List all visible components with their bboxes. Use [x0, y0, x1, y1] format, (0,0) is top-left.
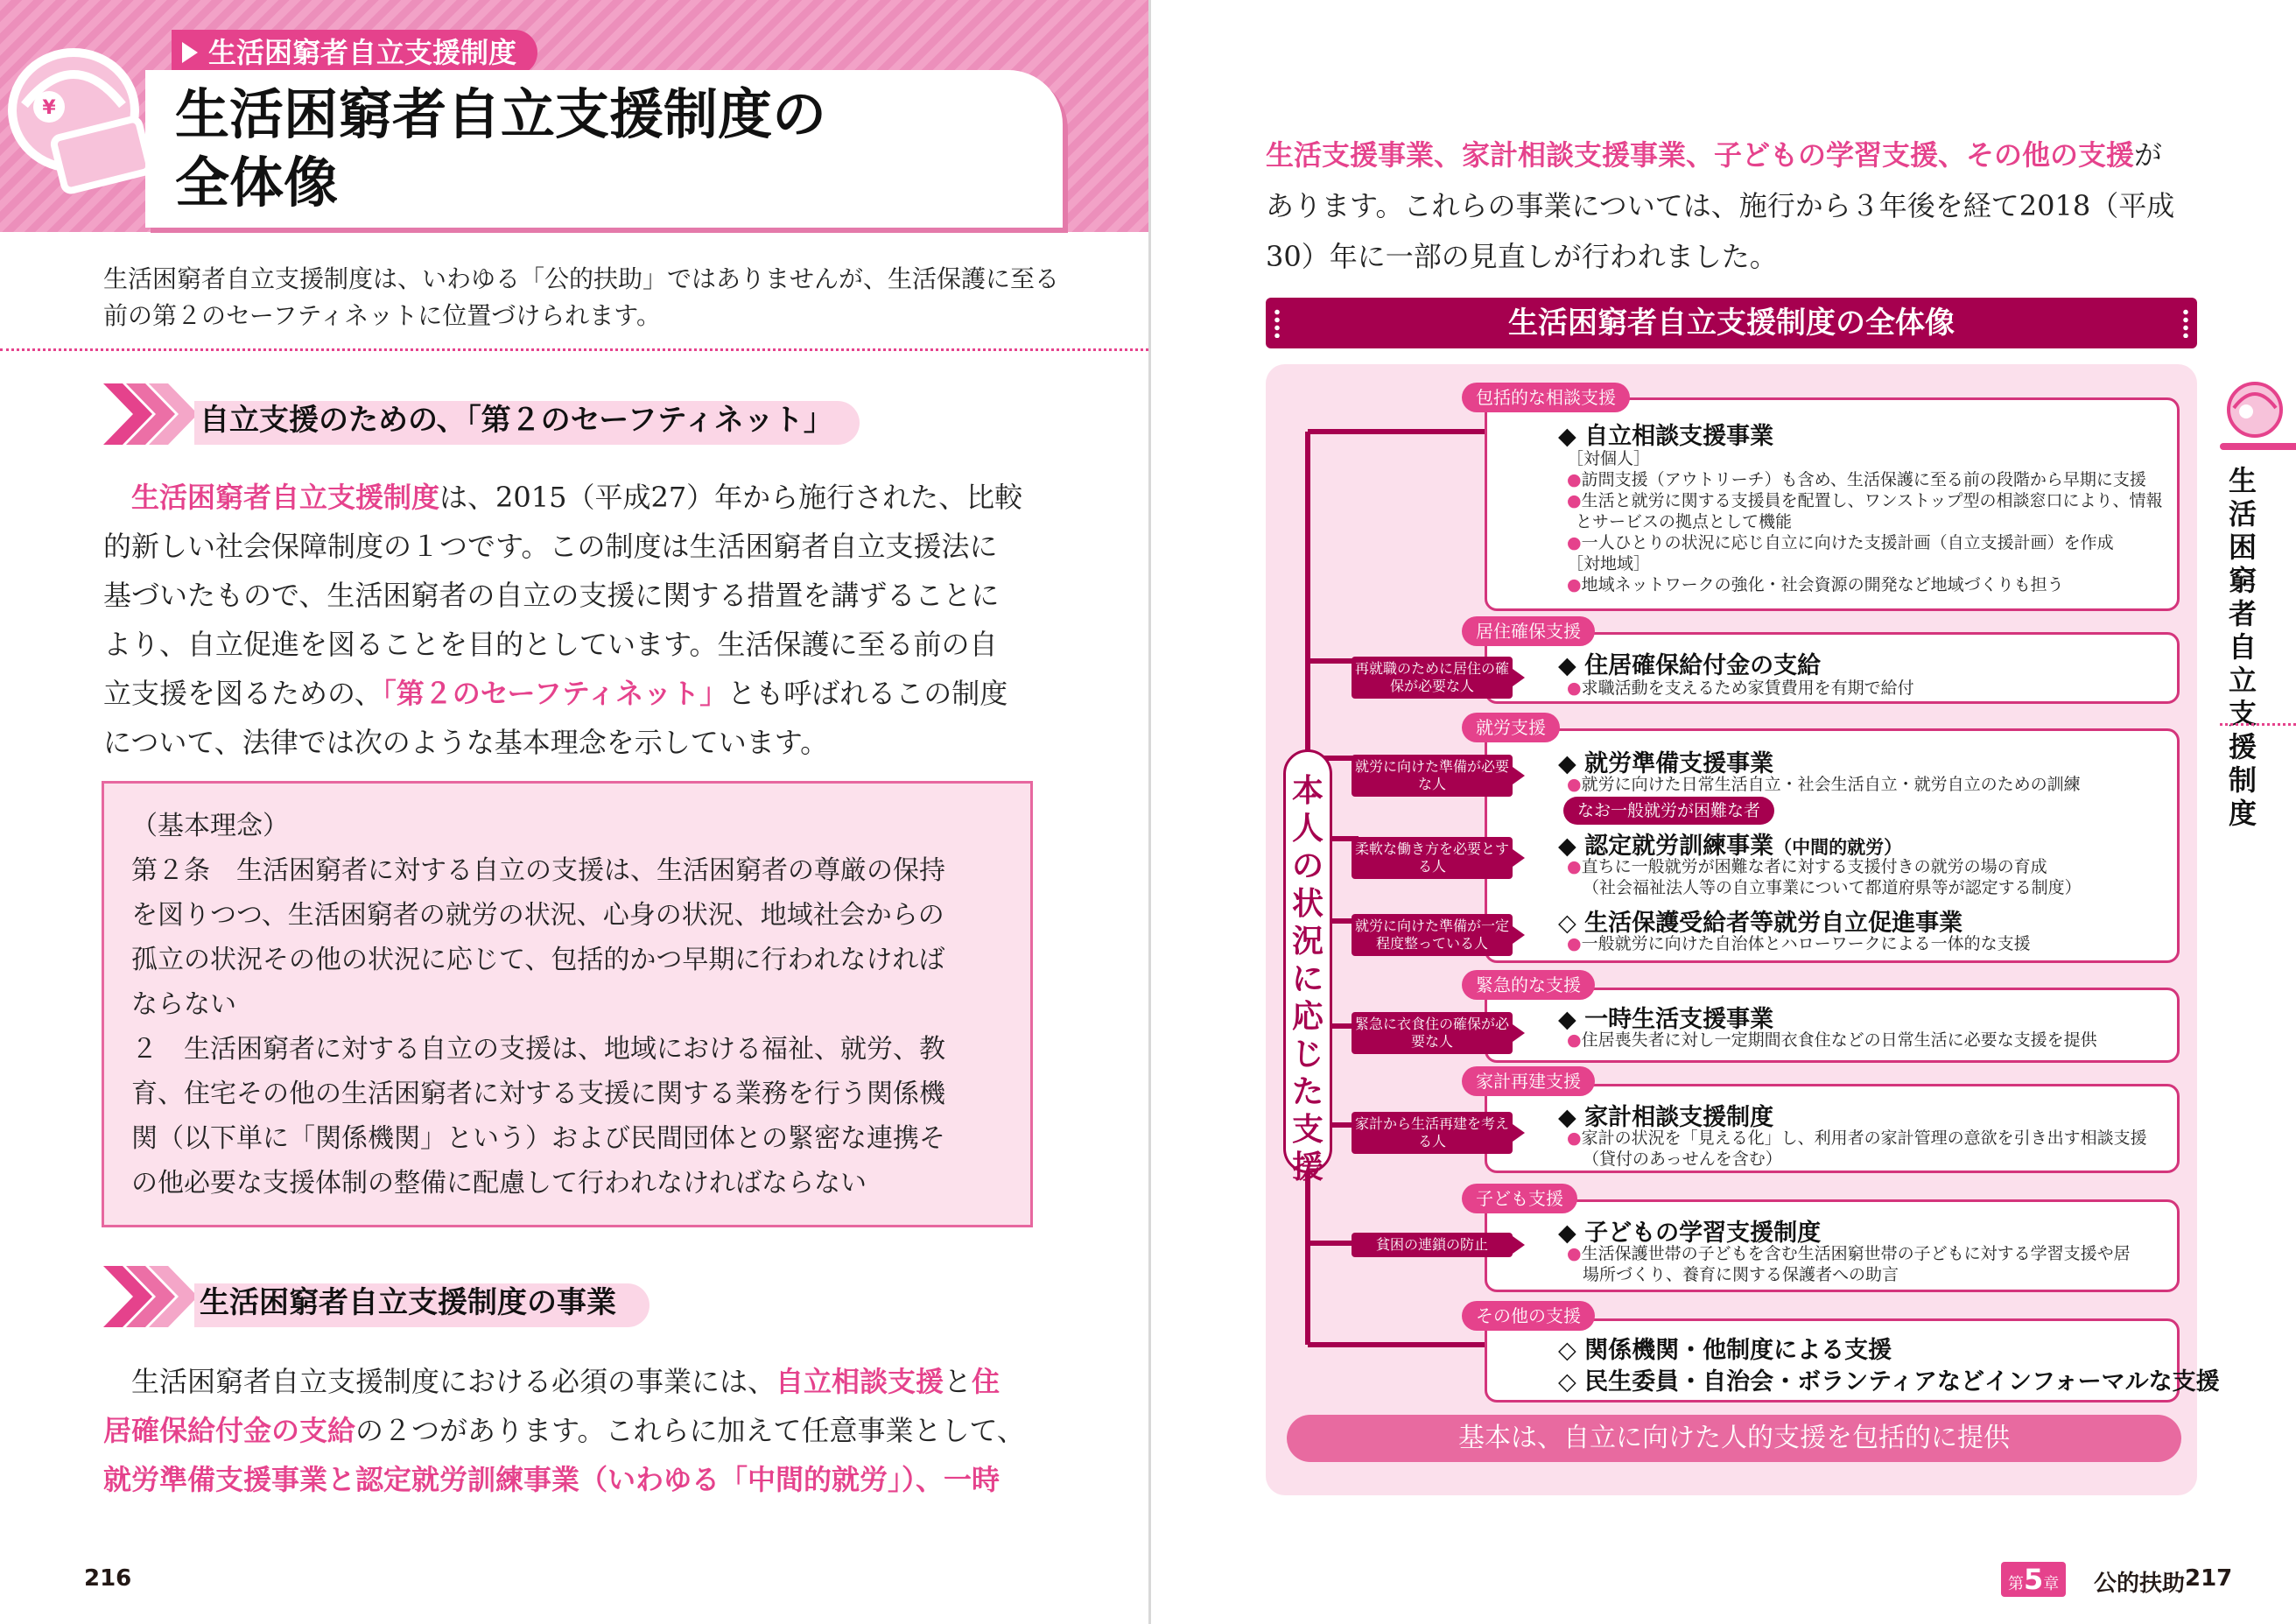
chapter-name: 公的扶助 — [2094, 1571, 2186, 1597]
arrow-right-icon — [1513, 926, 1525, 944]
service-name: ◆ 住居確保給付金の支給 — [1558, 652, 1822, 679]
category-tag: 就労支援 — [1462, 713, 1560, 742]
arrow-right-icon — [1513, 1124, 1525, 1142]
target-person-label: 再就職のために居住の確保が必要な人 — [1352, 657, 1513, 699]
category-tag: 居住確保支援 — [1462, 616, 1595, 646]
category-tag: 家計再建支援 — [1462, 1066, 1595, 1096]
section-heading-1: 自立支援のための、「第２のセーフティネット」 — [103, 383, 891, 445]
service-name: ◆ 認定就労訓練事業（中間的就労） — [1558, 833, 1903, 860]
arrow-right-icon — [1513, 767, 1525, 784]
target-person-label: 柔軟な働き方を必要とする人 — [1352, 837, 1513, 879]
service-name: ◆ 子どもの学習支援制度 — [1558, 1220, 1822, 1247]
service-name: ◇ 関係機関・他制度による支援 — [1558, 1337, 1892, 1364]
category-tag: 包括的な相談支援 — [1462, 383, 1630, 412]
target-person-label: 家計から生活再建を考える人 — [1352, 1112, 1513, 1154]
body-text-2: 生活困窮者自立支援制度における必須の事業には、自立相談支援と住 居確保給付金の支給の２つがあります。これらに加えて任意事業として、 就労準備支援事業と認定就労訓練事業（いわゆる「中間的就労」）、一時 — [103, 1365, 1025, 1496]
summary-bar: 基本は、自立に向けた人的支援を包括的に提供 — [1287, 1415, 2181, 1462]
chapter-badge: 第5章 — [2001, 1562, 2066, 1597]
arrow-right-icon — [1513, 669, 1525, 686]
condition-badge: なお一般就労が困難な者 — [1563, 797, 1774, 825]
category-tag: その他の支援 — [1462, 1301, 1595, 1331]
intro-text: 生活支援事業、家計相談支援事業、子どもの学習支援、その他の支援が あります。これらの事業については、施行から３年後を経て2018（平成 30）年に一部の見直しが行われました。 — [1266, 138, 2175, 273]
service-name: ◆ 家計相談支援制度 — [1558, 1104, 1774, 1131]
svg-text:¥: ¥ — [42, 97, 56, 119]
target-person-label: 緊急に衣食住の確保が必要な人 — [1352, 1012, 1513, 1054]
vertical-label: 本人の状況に応じた支援 — [1291, 773, 1324, 1185]
service-name: ◆ 就労準備支援事業 — [1558, 750, 1774, 777]
target-person-label: 貧困の連鎖の防止 — [1352, 1233, 1513, 1257]
lead-text: 生活困窮者自立支援制度は、いわゆる「公的扶助」ではありませんが、生活保護に至る 前の第２のセーフティネットに位置づけられます。 — [103, 264, 1060, 330]
page-title: 生活困窮者自立支援制度の 全体像 — [175, 82, 827, 214]
service-name: ◇ 民生委員・自治会・ボランティアなどインフォーマルな支援 — [1558, 1368, 2220, 1396]
side-tab-label: 生活困窮者自立支援制度 — [2228, 464, 2257, 830]
body-text-1: 生活困窮者自立支援制度は、2015（平成27）年から施行された、比較 的新しい社会保障制度の１つです。この制度は生活困窮者自立支援法に 基づいたもので、生活困窮者の自立の支援に関する措置を講ずることに より、自立促進を図ることを目的としています。生活保護に至る前の自 立支援を図るための、「第２のセーフティネット」とも呼ばれるこの制度 について、法律では次のような基本理念を示しています。 — [103, 481, 1023, 759]
category-tag: 生活困窮者自立支援制度 — [172, 30, 537, 75]
coin-purse-icon — [2220, 373, 2290, 443]
arrow-right-icon — [1513, 1024, 1525, 1042]
target-person-label: 就労に向けた準備が一定程度整っている人 — [1352, 914, 1513, 956]
dotted-divider — [2220, 723, 2296, 726]
page-number: 217 — [2185, 1565, 2233, 1592]
category-tag: 子ども支援 — [1462, 1184, 1577, 1213]
section-heading-2: 生活困窮者自立支援制度の事業 — [103, 1266, 891, 1327]
arrow-right-icon — [1513, 1236, 1525, 1254]
side-tab-bar — [2220, 443, 2296, 450]
category-tag: 緊急的な支援 — [1462, 970, 1595, 1000]
diagram-title: 生活困窮者自立支援制度の全体像 — [1266, 298, 2197, 348]
arrow-right-icon — [1513, 849, 1525, 867]
service-name: ◇ 生活保護受給者等就労自立促進事業 — [1558, 910, 1963, 937]
basic-principle-text: （基本理念） 第２条 生活困窮者に対する自立の支援は、生活困窮者の尊厳の保持 を図りつつ、生活困窮者の就労の状況、心身の状況、地域社会からの 孤立の状況その他の状況に応じて、包括的かつ早期に行われなければ ならない ２ 生活困窮者に対する自立の支援は、地域における福祉、就労、教 育、住宅その他の生活困窮者に対する支援に関する業務を行う関係機 関（以下単に「関係機関」という）および民間団体との緊密な連携そ の他必要な支援体制の整備に配慮して行われなければならない — [131, 811, 945, 1199]
target-person-label: 就労に向けた準備が必要な人 — [1352, 755, 1513, 797]
service-name: ◆ 一時生活支援事業 — [1558, 1006, 1774, 1033]
service-name: ◆ 自立相談支援事業 — [1558, 423, 1774, 450]
page-number: 216 — [84, 1565, 132, 1592]
